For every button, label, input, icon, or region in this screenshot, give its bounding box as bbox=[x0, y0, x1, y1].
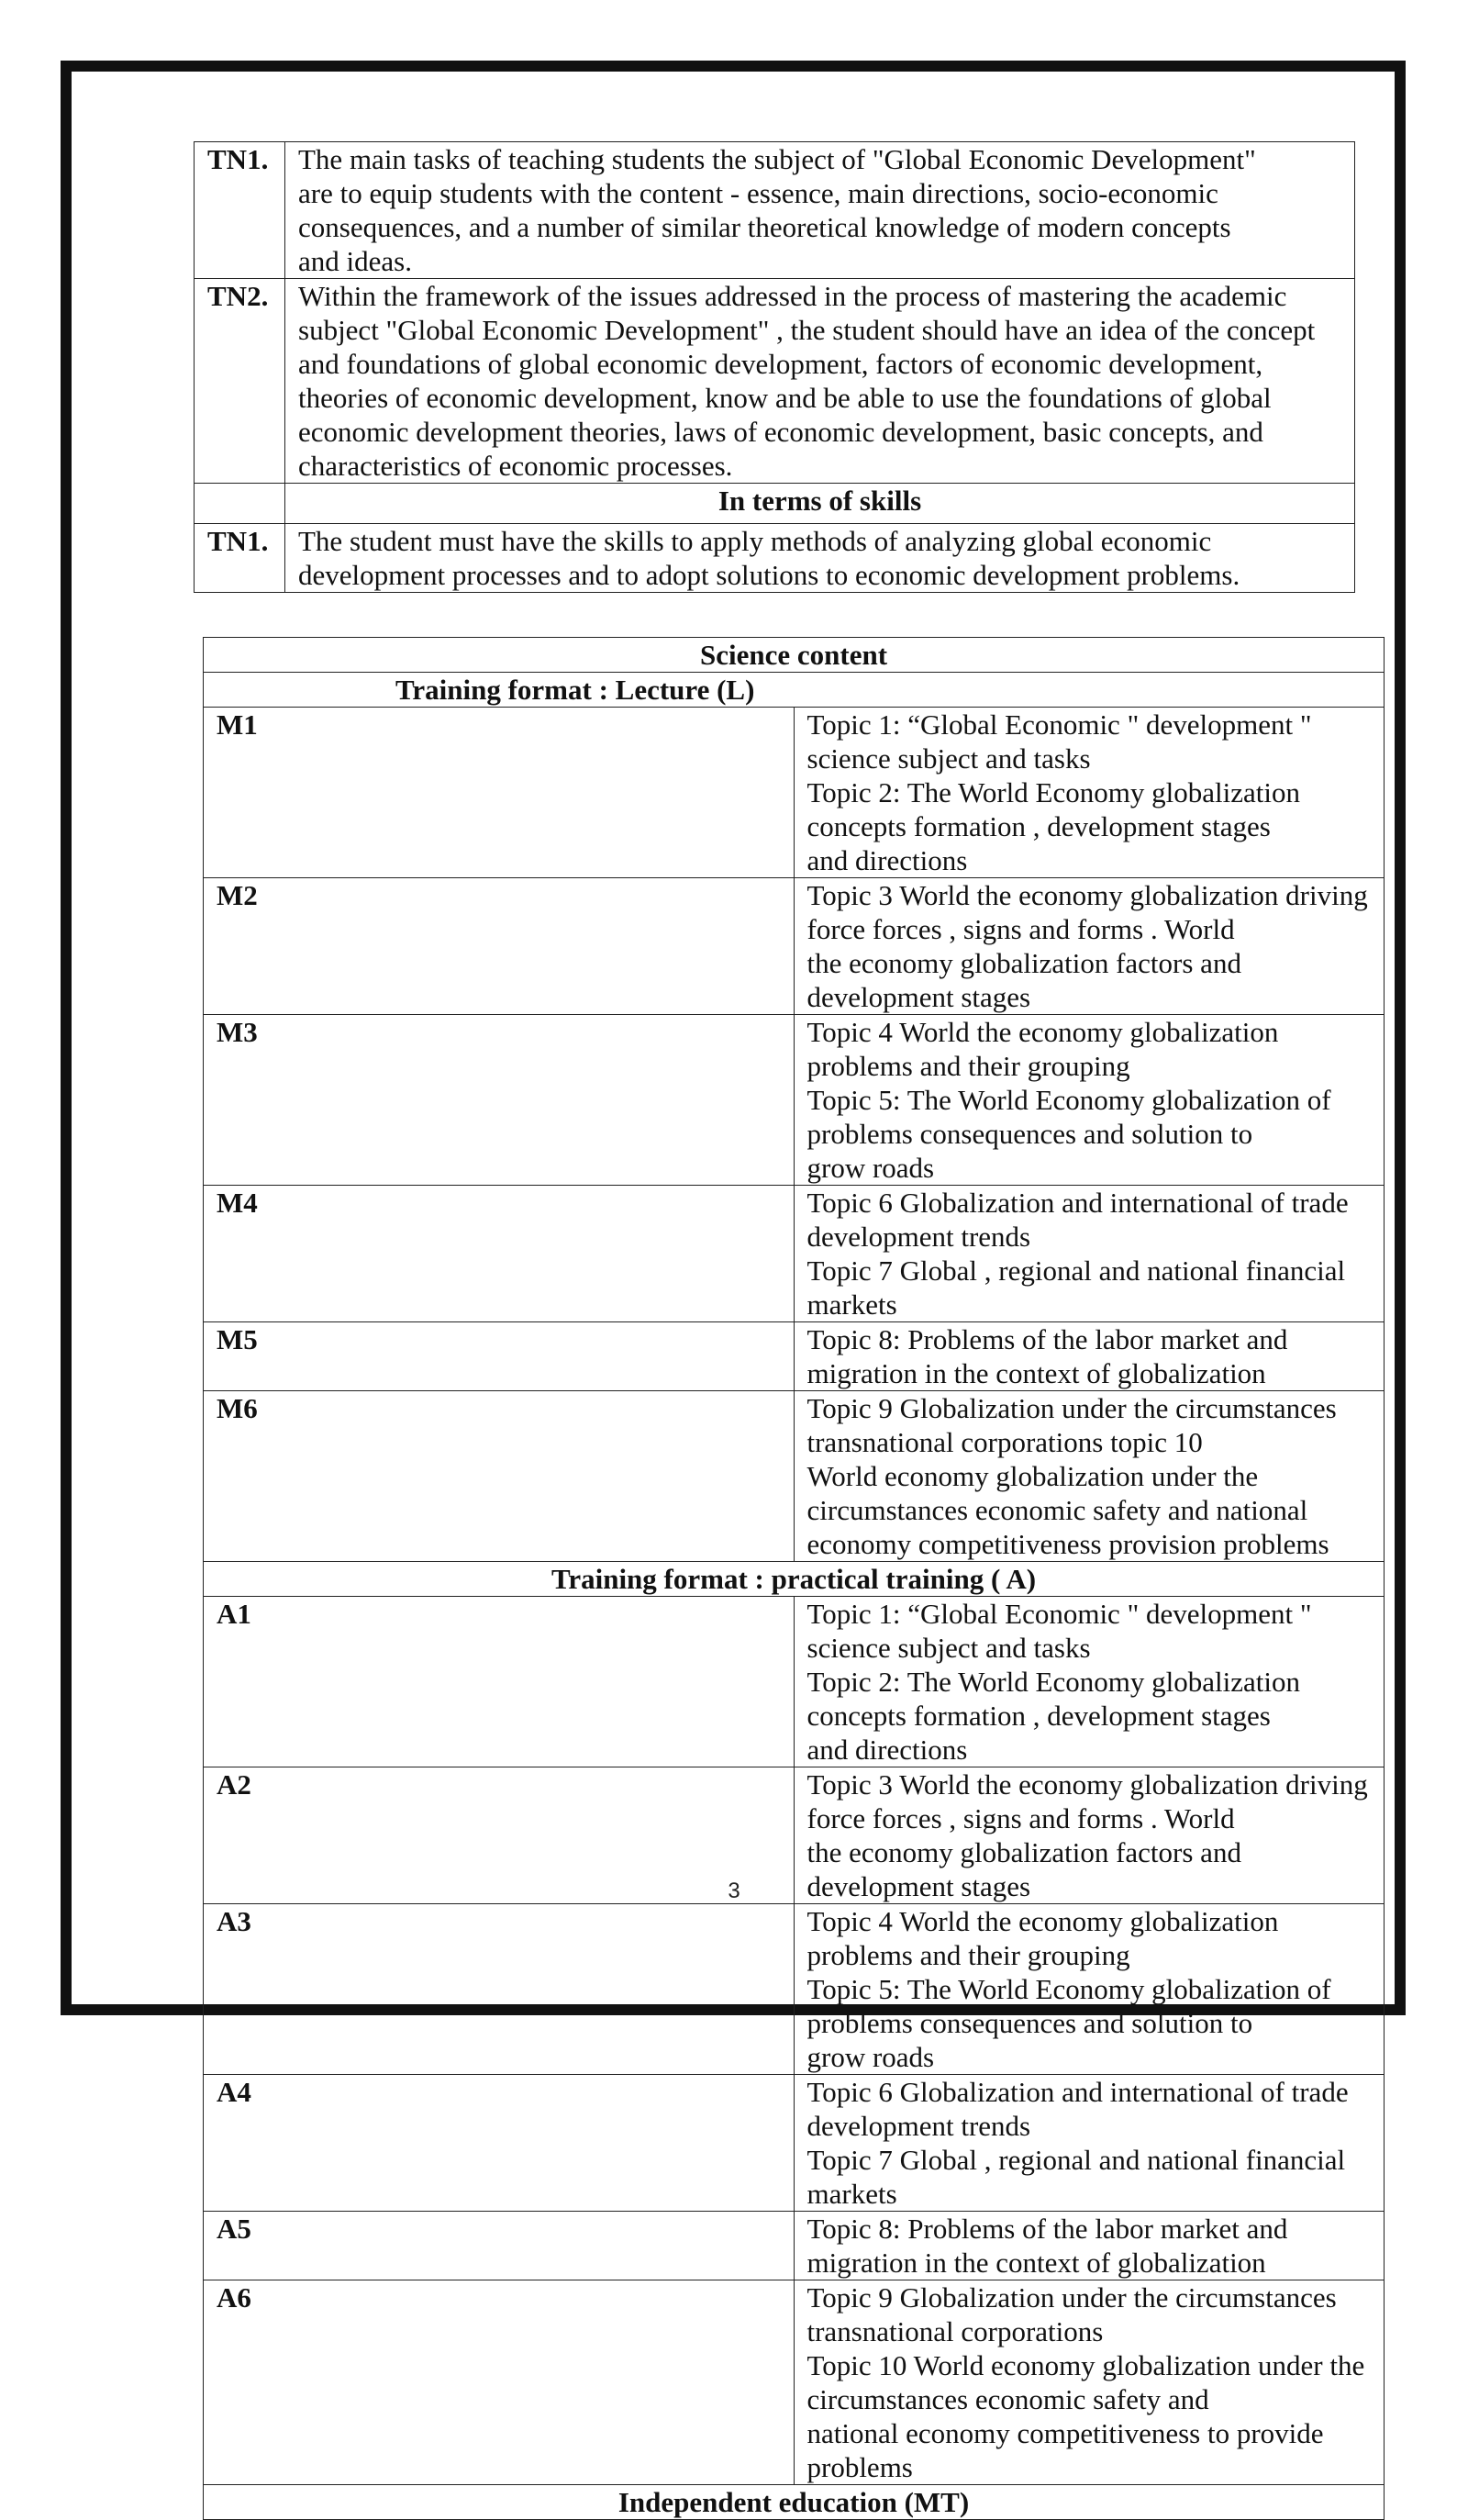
row-code: A1 bbox=[204, 1597, 795, 1767]
text-line: subject "Global Economic Development" , the student should have an idea of the concept bbox=[298, 314, 1316, 346]
text-line: Topic 1: “Global Economic " development " science subject and tasks bbox=[806, 708, 1312, 775]
text-line: Topic 8: Problems of the labor market and migration in the context of globalization bbox=[806, 2213, 1288, 2279]
row-code: M4 bbox=[204, 1186, 795, 1322]
page-number: 3 bbox=[728, 1879, 740, 1903]
text-line: development processes and to adopt solutions to economic development problems. bbox=[298, 559, 1240, 591]
text-line: The student must have the skills to apply methods of analyzing global economic bbox=[298, 525, 1212, 557]
table-row bbox=[204, 708, 1385, 878]
table-row bbox=[204, 1904, 1385, 2075]
row-content bbox=[794, 878, 1385, 1015]
text-line: grow roads bbox=[806, 2041, 935, 2073]
row-code: TN2. bbox=[195, 279, 285, 484]
text-line: Topic 5: The World Economy globalization of problems consequences and solution to bbox=[806, 1084, 1331, 1150]
skills-heading-row bbox=[195, 484, 1355, 524]
science-content-title-row bbox=[204, 638, 1385, 673]
text-line: Topic 4 World the economy globalization problems and their grouping bbox=[806, 1905, 1279, 1971]
table-row bbox=[204, 2212, 1385, 2280]
text-line: Topic 9 Globalization under the circumstances transnational corporations bbox=[806, 2281, 1337, 2347]
row-content bbox=[285, 279, 1355, 484]
row-code: M1 bbox=[204, 708, 795, 878]
text-line: Topic 3 World the economy globalization driving force forces , signs and forms . World bbox=[806, 879, 1368, 945]
text-line: Topic 5: The World Economy globalization of problems consequences and solution to bbox=[806, 1973, 1331, 2039]
row-code: A5 bbox=[204, 2212, 795, 2280]
competencies-table bbox=[194, 141, 1355, 593]
row-code: M2 bbox=[204, 878, 795, 1015]
text-line: are to equip students with the content - essence, main directions, socio-economic bbox=[298, 177, 1218, 209]
row-code: TN1. bbox=[195, 142, 285, 279]
text-line: national economy competitiveness to provide problems bbox=[806, 2417, 1324, 2483]
row-content bbox=[794, 1904, 1385, 2075]
lecture-heading-row bbox=[204, 673, 1385, 708]
text-line: development stages bbox=[806, 981, 1031, 1013]
table-row bbox=[204, 2075, 1385, 2212]
science-content-title: Science content bbox=[204, 638, 1385, 673]
row-content bbox=[285, 142, 1355, 279]
text-line: Topic 1: “Global Economic " development " science subject and tasks bbox=[806, 1598, 1312, 1664]
text-line: grow roads bbox=[806, 1152, 935, 1184]
text-line: Topic 8: Problems of the labor market and migration in the context of globalization bbox=[806, 1323, 1288, 1389]
text-line: and foundations of global economic development, factors of economic development, bbox=[298, 348, 1263, 380]
text-line: Within the framework of the issues addressed in the process of mastering the academic bbox=[298, 280, 1287, 312]
row-code: A4 bbox=[204, 2075, 795, 2212]
row-content bbox=[794, 1015, 1385, 1186]
row-content bbox=[794, 1391, 1385, 1562]
text-line: Topic 2: The World Economy globalization concepts formation , development stages bbox=[806, 1666, 1300, 1732]
table-row bbox=[195, 279, 1355, 484]
text-line: economy competitiveness provision problems bbox=[806, 1528, 1329, 1560]
row-code: A3 bbox=[204, 1904, 795, 2075]
text-line: the economy globalization factors and bbox=[806, 947, 1241, 979]
text-line: characteristics of economic processes. bbox=[298, 450, 733, 482]
table-row bbox=[204, 1186, 1385, 1322]
table-row bbox=[204, 1391, 1385, 1562]
row-content bbox=[794, 2075, 1385, 2212]
independent-heading: Independent education (MT) bbox=[204, 2485, 1385, 2520]
row-content bbox=[794, 1186, 1385, 1322]
row-content bbox=[794, 708, 1385, 878]
text-line: development stages bbox=[806, 1870, 1031, 1902]
text-line: Topic 6 Globalization and international of trade development trends bbox=[806, 2076, 1349, 2142]
row-code: M5 bbox=[204, 1322, 795, 1391]
text-line: economic development theories, laws of economic development, basic concepts, and bbox=[298, 416, 1263, 448]
science-content-table bbox=[203, 637, 1385, 2520]
text-line: Topic 10 World economy globalization under the circumstances economic safety and bbox=[806, 2349, 1365, 2415]
practical-heading: Training format : practical training ( A) bbox=[204, 1562, 1385, 1597]
row-content bbox=[794, 1322, 1385, 1391]
empty-cell bbox=[195, 484, 285, 524]
row-code: TN1. bbox=[195, 524, 285, 593]
text-line: Topic 7 Global , regional and national financial markets bbox=[806, 2144, 1346, 2210]
text-line: Topic 4 World the economy globalization problems and their grouping bbox=[806, 1016, 1279, 1082]
row-content bbox=[285, 524, 1355, 593]
row-content bbox=[794, 1597, 1385, 1767]
text-line: The main tasks of teaching students the subject of "Global Economic Development" bbox=[298, 143, 1256, 175]
row-code: M6 bbox=[204, 1391, 795, 1562]
row-code: A6 bbox=[204, 2280, 795, 2485]
table-row bbox=[195, 524, 1355, 593]
text-line: theories of economic development, know and be able to use the foundations of global bbox=[298, 382, 1272, 414]
table-row bbox=[204, 2280, 1385, 2485]
text-line: Topic 6 Globalization and international of trade development trends bbox=[806, 1187, 1349, 1253]
table-row bbox=[195, 142, 1355, 279]
row-code: A2 bbox=[204, 1767, 795, 1904]
text-line: Topic 3 World the economy globalization driving force forces , signs and forms . World bbox=[806, 1768, 1368, 1834]
text-line: Topic 7 Global , regional and national financial markets bbox=[806, 1254, 1346, 1321]
text-line: consequences, and a number of similar theoretical knowledge of modern concepts bbox=[298, 211, 1231, 243]
row-content bbox=[794, 2280, 1385, 2485]
table-row bbox=[204, 1597, 1385, 1767]
table-row bbox=[204, 1015, 1385, 1186]
text-line: Topic 9 Globalization under the circumstances transnational corporations topic 10 bbox=[806, 1392, 1337, 1458]
text-line: and ideas. bbox=[298, 245, 412, 277]
skills-heading: In terms of skills bbox=[285, 484, 1355, 524]
lecture-heading: Training format : Lecture (L) bbox=[204, 673, 1385, 708]
table-row bbox=[204, 1322, 1385, 1391]
text-line: and directions bbox=[806, 1734, 968, 1766]
text-line: Topic 2: The World Economy globalization concepts formation , development stages bbox=[806, 776, 1300, 842]
text-line: World economy globalization under the circumstances economic safety and national bbox=[806, 1460, 1308, 1526]
practical-heading-row bbox=[204, 1562, 1385, 1597]
independent-heading-row bbox=[204, 2485, 1385, 2520]
row-content bbox=[794, 2212, 1385, 2280]
table-row bbox=[204, 878, 1385, 1015]
text-line: and directions bbox=[806, 844, 968, 876]
text-line: the economy globalization factors and bbox=[806, 1836, 1241, 1868]
row-code: M3 bbox=[204, 1015, 795, 1186]
